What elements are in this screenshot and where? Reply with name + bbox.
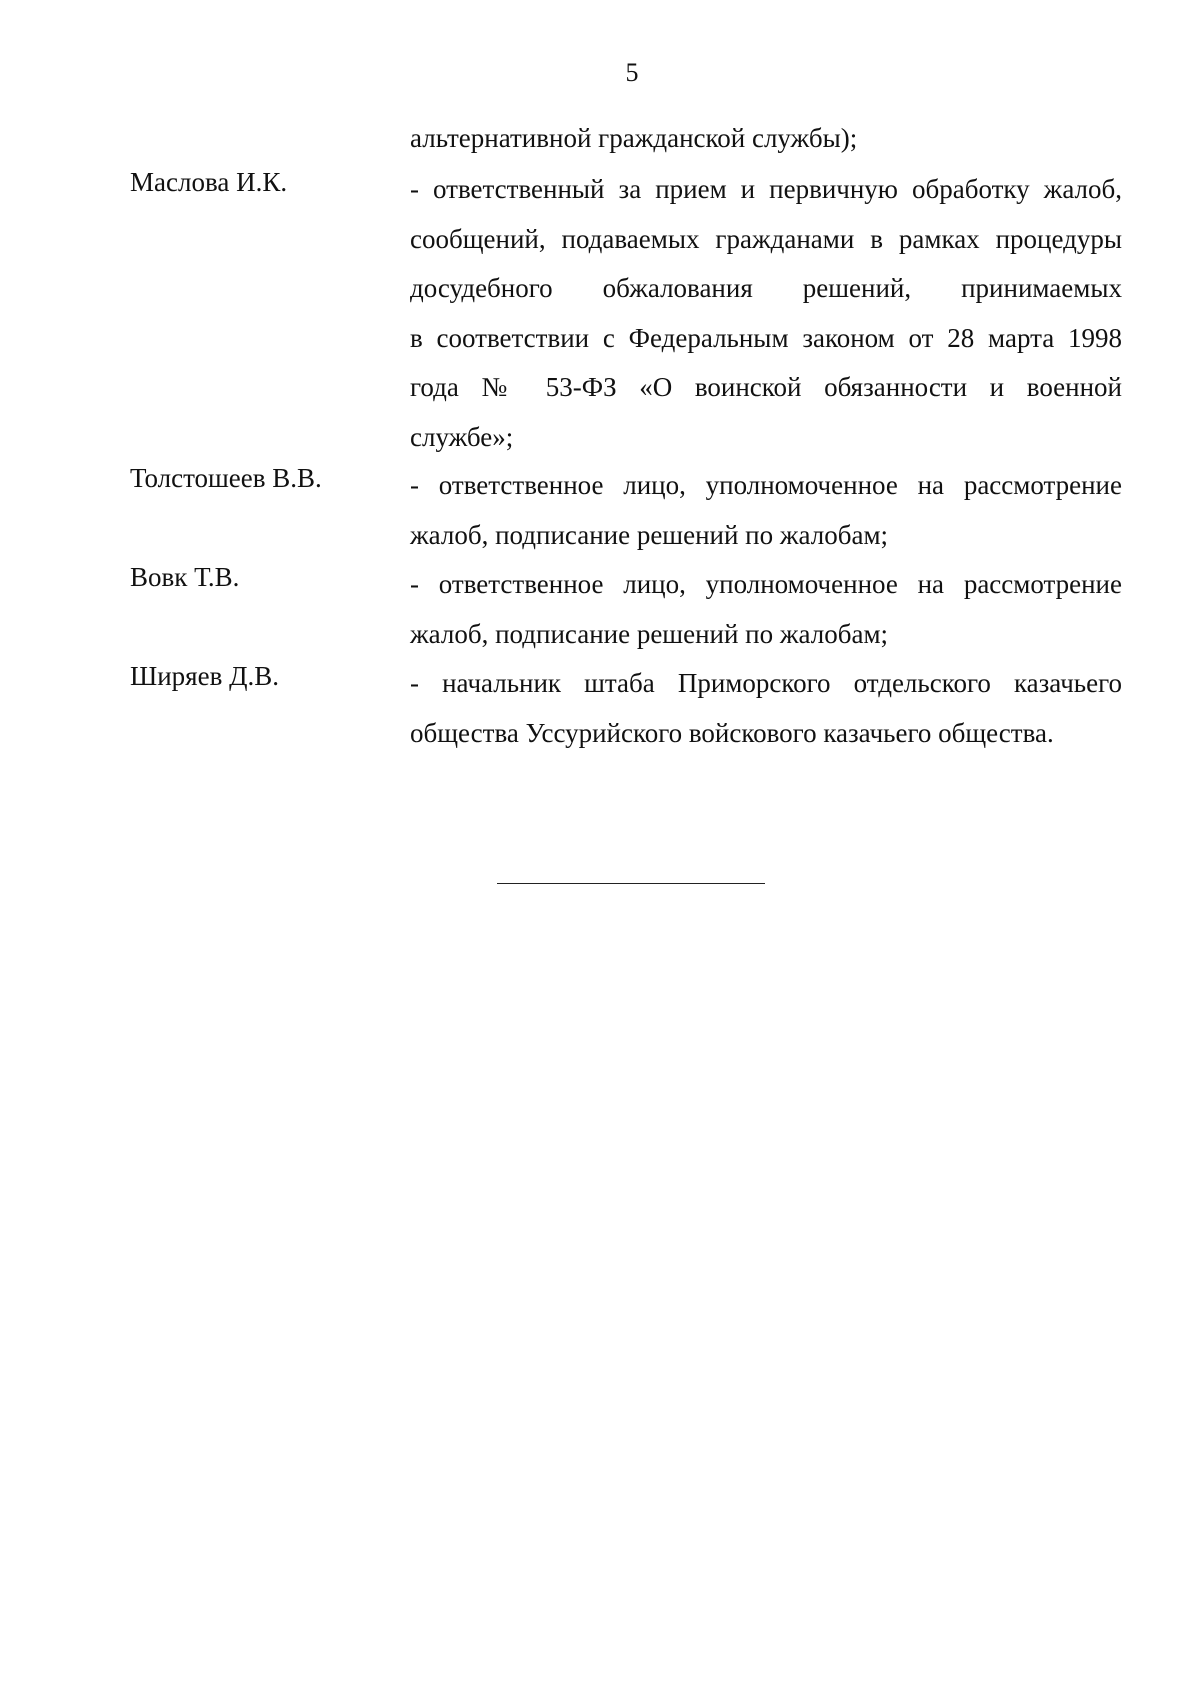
desc-line: досудебного обжалования решений, принимаемых — [410, 273, 1122, 303]
desc-line: в соответствии с Федеральным законом от 28 марта 1998 — [410, 322, 1122, 353]
person-name: Вовк Т.В. — [130, 562, 240, 592]
person-name: Маслова И.К. — [130, 167, 288, 197]
person-name: Толстошеев В.В. — [130, 463, 322, 493]
closing-rule — [497, 883, 765, 884]
desc-line: сообщений, подаваемых гражданами в рамках процедуры — [410, 223, 1122, 254]
desc-line: - ответственный за прием и первичную обработку жалоб, — [410, 174, 1122, 204]
desc-line: жалоб, подписание решений по жалобам; — [410, 618, 889, 649]
continuation-text — [410, 114, 1122, 164]
person-role — [410, 461, 1122, 560]
person-name: Ширяев Д.В. — [130, 661, 280, 691]
desc-line: года № 53-ФЗ «О воинской обязанности и военной — [410, 372, 1122, 402]
desc-line: службе»; — [410, 421, 514, 452]
desc-line: альтернативной гражданской службы); — [410, 123, 858, 153]
page-number: 5 — [625, 58, 639, 87]
desc-line: общества Уссурийского войскового казачьего общества. — [410, 717, 1054, 748]
desc-line: - ответственное лицо, уполномоченное на рассмотрение — [410, 569, 1122, 599]
desc-line: жалоб, подписание решений по жалобам; — [410, 519, 889, 550]
person-role — [410, 659, 1122, 758]
person-role — [410, 560, 1122, 659]
desc-line: - ответственное лицо, уполномоченное на рассмотрение — [410, 470, 1122, 500]
desc-line: - начальник штаба Приморского отдельского казачьего — [410, 668, 1122, 698]
person-role — [410, 165, 1122, 462]
